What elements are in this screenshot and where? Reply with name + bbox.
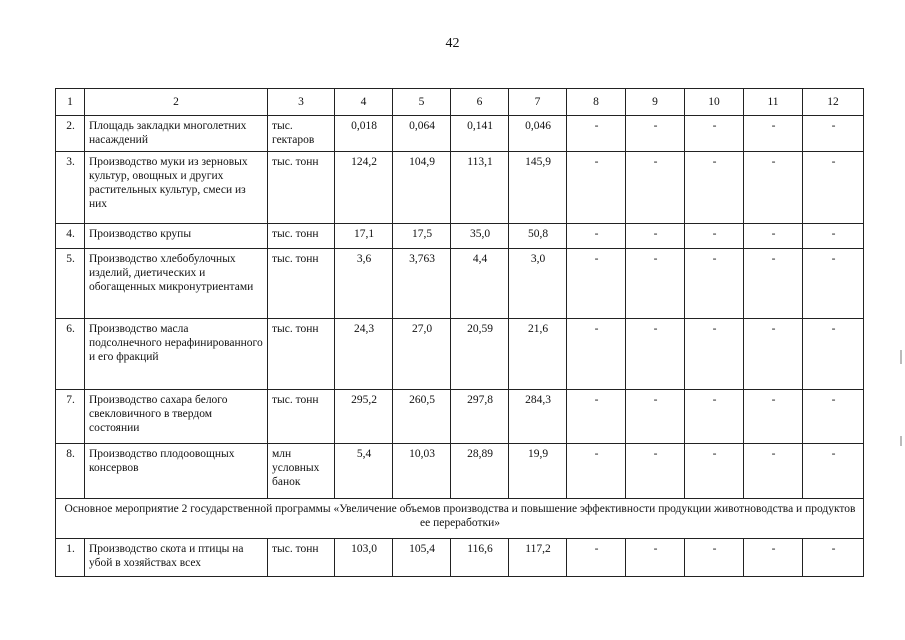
value-cell: - <box>803 390 864 444</box>
header-cell: 2 <box>85 89 268 116</box>
row-number: 5. <box>56 249 85 319</box>
value-cell: - <box>803 116 864 152</box>
value-cell: - <box>685 116 744 152</box>
value-cell: - <box>744 249 803 319</box>
value-cell: 17,1 <box>335 224 393 249</box>
indicator-name: Производство муки из зерновых культур, овощных и других растительных культур, смеси из них <box>85 152 268 224</box>
row-number: 7. <box>56 390 85 444</box>
value-cell: - <box>744 152 803 224</box>
header-cell: 11 <box>744 89 803 116</box>
row-number: 8. <box>56 444 85 499</box>
table-row <box>56 539 864 577</box>
value-cell: - <box>685 539 744 577</box>
value-cell: 103,0 <box>335 539 393 577</box>
scan-artifact-mark <box>900 350 902 364</box>
table-row <box>56 152 864 224</box>
value-cell: 104,9 <box>393 152 451 224</box>
table-row <box>56 249 864 319</box>
value-cell: - <box>803 249 864 319</box>
value-cell: 20,59 <box>451 319 509 390</box>
table-row <box>56 224 864 249</box>
value-cell: 297,8 <box>451 390 509 444</box>
value-cell: - <box>626 444 685 499</box>
value-cell: - <box>567 116 626 152</box>
value-cell: - <box>744 444 803 499</box>
value-cell: 0,018 <box>335 116 393 152</box>
unit-cell: тыс. тонн <box>268 319 335 390</box>
header-cell: 7 <box>509 89 567 116</box>
header-row <box>56 89 864 116</box>
value-cell: 17,5 <box>393 224 451 249</box>
value-cell: - <box>685 152 744 224</box>
indicator-name: Производство плодоовощных консервов <box>85 444 268 499</box>
table-row <box>56 390 864 444</box>
value-cell: - <box>567 249 626 319</box>
section-title: Основное мероприятие 2 государственной программы «Увеличение объемов производства и повышение эффективности продукции животноводства и продуктов ее переработки» <box>56 499 864 539</box>
value-cell: 10,03 <box>393 444 451 499</box>
unit-cell: тыс. тонн <box>268 152 335 224</box>
indicator-name: Площадь закладки многолетних насаждений <box>85 116 268 152</box>
value-cell: 145,9 <box>509 152 567 224</box>
header-cell: 9 <box>626 89 685 116</box>
value-cell: 19,9 <box>509 444 567 499</box>
value-cell: 105,4 <box>393 539 451 577</box>
indicator-name: Производство скота и птицы на убой в хозяйствах всех <box>85 539 268 577</box>
value-cell: 5,4 <box>335 444 393 499</box>
value-cell: - <box>567 152 626 224</box>
value-cell: - <box>744 224 803 249</box>
value-cell: - <box>626 116 685 152</box>
row-number: 2. <box>56 116 85 152</box>
value-cell: 295,2 <box>335 390 393 444</box>
value-cell: - <box>685 444 744 499</box>
value-cell: - <box>803 539 864 577</box>
value-cell: - <box>744 539 803 577</box>
value-cell: 284,3 <box>509 390 567 444</box>
value-cell: 3,763 <box>393 249 451 319</box>
unit-cell: тыс. тонн <box>268 249 335 319</box>
value-cell: - <box>626 249 685 319</box>
value-cell: 50,8 <box>509 224 567 249</box>
value-cell: - <box>685 319 744 390</box>
value-cell: 21,6 <box>509 319 567 390</box>
value-cell: 117,2 <box>509 539 567 577</box>
value-cell: - <box>567 319 626 390</box>
table-row <box>56 116 864 152</box>
value-cell: 113,1 <box>451 152 509 224</box>
header-cell: 4 <box>335 89 393 116</box>
section-row <box>56 499 864 539</box>
value-cell: - <box>685 224 744 249</box>
value-cell: 124,2 <box>335 152 393 224</box>
value-cell: - <box>744 116 803 152</box>
value-cell: 24,3 <box>335 319 393 390</box>
header-cell: 1 <box>56 89 85 116</box>
indicator-table <box>55 88 864 577</box>
page-number: 42 <box>445 36 460 51</box>
value-cell: - <box>567 224 626 249</box>
header-cell: 3 <box>268 89 335 116</box>
value-cell: - <box>803 152 864 224</box>
indicator-name: Производство сахара белого свекловичного в твердом состоянии <box>85 390 268 444</box>
value-cell: 260,5 <box>393 390 451 444</box>
value-cell: 3,0 <box>509 249 567 319</box>
unit-cell: тыс. тонн <box>268 390 335 444</box>
header-cell: 12 <box>803 89 864 116</box>
header-cell: 10 <box>685 89 744 116</box>
table-row <box>56 319 864 390</box>
unit-cell: тыс. тонн <box>268 224 335 249</box>
scan-artifact-mark <box>900 436 902 446</box>
value-cell: - <box>626 224 685 249</box>
table-row <box>56 444 864 499</box>
value-cell: - <box>685 390 744 444</box>
value-cell: 27,0 <box>393 319 451 390</box>
unit-cell: тыс. тонн <box>268 539 335 577</box>
value-cell: - <box>567 539 626 577</box>
value-cell: 0,046 <box>509 116 567 152</box>
value-cell: - <box>685 249 744 319</box>
indicator-name: Производство хлебобулочных изделий, диетических и обогащенных микронутриентами <box>85 249 268 319</box>
value-cell: - <box>626 319 685 390</box>
row-number: 4. <box>56 224 85 249</box>
value-cell: - <box>626 539 685 577</box>
unit-cell: тыс. гектаров <box>268 116 335 152</box>
row-number: 3. <box>56 152 85 224</box>
value-cell: - <box>744 390 803 444</box>
value-cell: 4,4 <box>451 249 509 319</box>
header-cell: 6 <box>451 89 509 116</box>
value-cell: 0,141 <box>451 116 509 152</box>
value-cell: - <box>626 152 685 224</box>
row-number: 1. <box>56 539 85 577</box>
value-cell: - <box>567 444 626 499</box>
value-cell: - <box>567 390 626 444</box>
value-cell: - <box>803 224 864 249</box>
header-cell: 8 <box>567 89 626 116</box>
value-cell: - <box>626 390 685 444</box>
value-cell: - <box>803 444 864 499</box>
header-cell: 5 <box>393 89 451 116</box>
row-number: 6. <box>56 319 85 390</box>
value-cell: 0,064 <box>393 116 451 152</box>
value-cell: 116,6 <box>451 539 509 577</box>
value-cell: 3,6 <box>335 249 393 319</box>
value-cell: 35,0 <box>451 224 509 249</box>
value-cell: 28,89 <box>451 444 509 499</box>
value-cell: - <box>744 319 803 390</box>
indicator-name: Производство масла подсолнечного нерафинированного и его фракций <box>85 319 268 390</box>
indicator-name: Производство крупы <box>85 224 268 249</box>
value-cell: - <box>803 319 864 390</box>
unit-cell: млн условных банок <box>268 444 335 499</box>
